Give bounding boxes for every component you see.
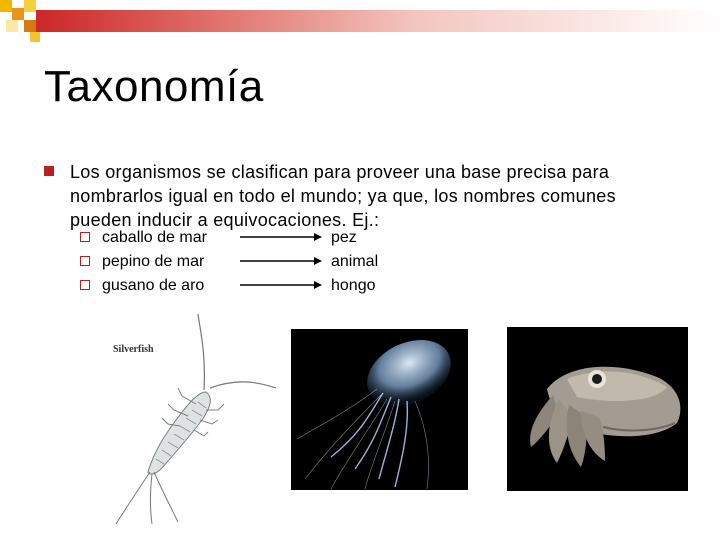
- common-name: caballo de mar: [102, 229, 207, 246]
- list-item: [80, 228, 420, 252]
- main-paragraph: Los organismos se clasifican para proveer una base precisa para nombrarlos igual en todo el mundo; ya que, los nombres comunes pueden inducir a equivocaciones. Ej.:: [70, 162, 616, 230]
- examples-list: [80, 228, 420, 300]
- actual-category: animal: [331, 253, 379, 270]
- actual-category: hongo: [331, 277, 376, 294]
- image-caption: Silverfish: [113, 344, 154, 355]
- square-bullet-icon: [44, 166, 54, 176]
- silverfish-illustration-icon: [78, 312, 278, 524]
- slide-title: Taxonomía: [44, 62, 264, 111]
- checkbox-bullet-icon: [80, 280, 90, 290]
- header-decoration: [0, 0, 720, 50]
- deco-square: [24, 20, 36, 32]
- checkbox-bullet-icon: [80, 256, 90, 266]
- common-name: pepino de mar: [102, 253, 205, 270]
- jellyfish-photo-icon: [291, 329, 468, 490]
- list-item: [80, 252, 420, 276]
- actual-category: pez: [331, 229, 357, 246]
- arrow-right-icon: [240, 279, 322, 291]
- cuttlefish-photo-icon: [507, 327, 688, 491]
- header-gradient-bar: [44, 10, 720, 32]
- common-name: gusano de aro: [102, 277, 205, 294]
- deco-square: [6, 20, 18, 32]
- deco-square: [0, 0, 12, 12]
- arrow-right-icon: [240, 231, 322, 243]
- deco-square: [36, 10, 44, 32]
- list-item: [80, 276, 420, 300]
- deco-square: [24, 0, 36, 12]
- checkbox-bullet-icon: [80, 232, 90, 242]
- deco-square: [12, 8, 24, 20]
- arrow-right-icon: [240, 255, 322, 267]
- deco-square: [30, 32, 40, 42]
